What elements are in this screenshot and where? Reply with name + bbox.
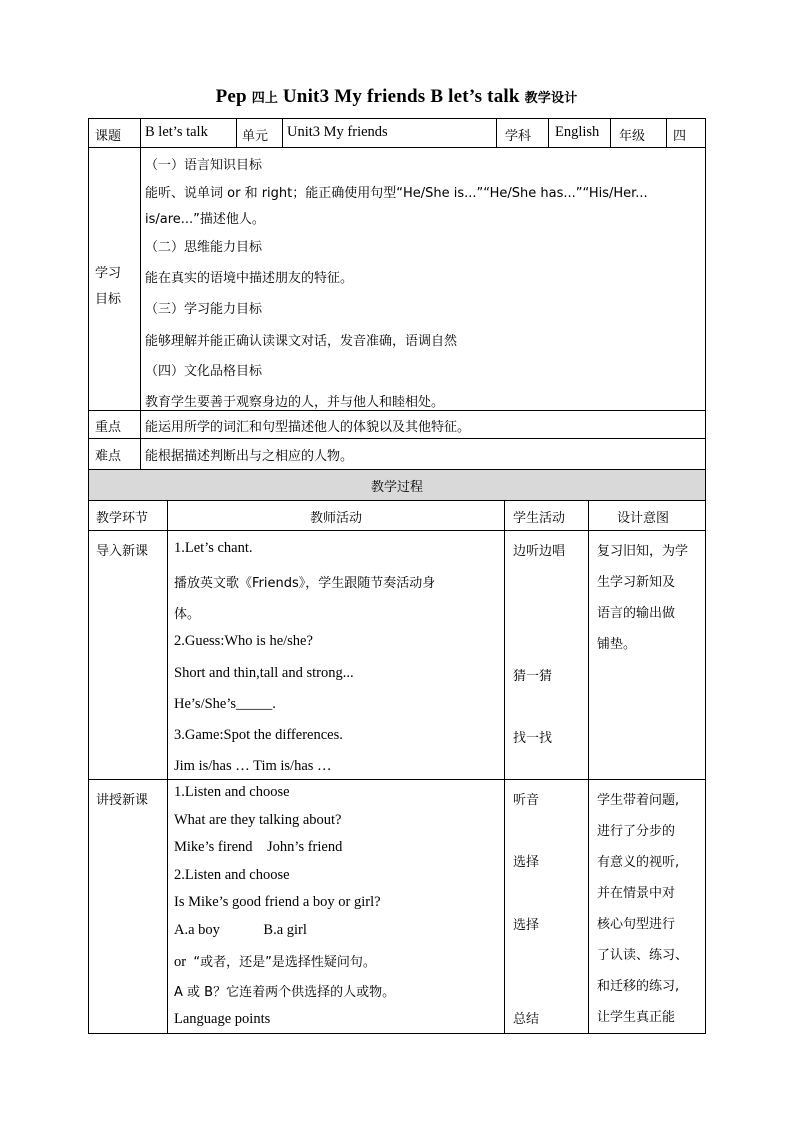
goal-heading-culture: （四）文化品格目标 bbox=[145, 364, 263, 379]
goals-label-line1: 学习 bbox=[95, 266, 122, 281]
teach-step-2: 2.Listen and choose bbox=[174, 867, 290, 883]
stage-intro-name: 导入新课 bbox=[96, 544, 149, 559]
topic-label: 课题 bbox=[95, 129, 122, 144]
learning-goals-row bbox=[88, 148, 706, 411]
intro-step-1: 1.Let’s chant. bbox=[174, 540, 253, 556]
goal-text-learning: 能够理解并能正确认读课文对话，发音准确，语调自然 bbox=[145, 334, 458, 349]
teach-step-1-question: What are they talking about? bbox=[174, 812, 342, 828]
intro-step-3: 3.Game:Spot the differences. bbox=[174, 727, 343, 743]
intro-step-3-pattern: Jim is/has … Tim is/has … bbox=[174, 758, 332, 774]
col-teacher: 教师活动 bbox=[309, 511, 362, 526]
intro-step-2-pattern: He’s/She’s_____. bbox=[174, 696, 276, 712]
intro-student-1: 边听边唱 bbox=[513, 544, 566, 559]
process-header: 教学过程 bbox=[370, 480, 423, 495]
intro-intent-4: 铺垫。 bbox=[597, 637, 637, 652]
intro-step-2-words: Short and thin,tall and strong... bbox=[174, 665, 354, 681]
col-intent: 设计意图 bbox=[617, 511, 670, 526]
teach-note-choice: A 或 B？它连着两个供选择的人或物。 bbox=[174, 985, 396, 1000]
unit-label: 单元 bbox=[242, 129, 269, 144]
intro-intent-1: 复习旧知，为学 bbox=[597, 544, 689, 559]
teach-student-4: 总结 bbox=[513, 1012, 540, 1027]
teach-intent-2: 进行了分步的 bbox=[597, 824, 676, 839]
difficult-point-row bbox=[88, 439, 706, 470]
teach-intent-8: 让学生真正能 bbox=[597, 1010, 676, 1025]
teach-intent-3: 有意义的视听, bbox=[597, 855, 680, 870]
teach-student-1: 听音 bbox=[513, 793, 540, 808]
difficult-point-label: 难点 bbox=[95, 449, 122, 464]
intro-student-3: 找一找 bbox=[513, 731, 553, 746]
teach-student-2: 选择 bbox=[513, 855, 540, 870]
goal-heading-learning: （三）学习能力目标 bbox=[145, 302, 263, 317]
goal-text-language-1: 能听、说单词 or 和 right；能正确使用句型“He/She is...”“He/She has...”“His/Her... bbox=[145, 186, 648, 201]
stage-intro-row bbox=[88, 531, 706, 780]
grade-value: 四 bbox=[673, 129, 687, 144]
teach-step-1-options: Mike’s firend John’s friend bbox=[174, 839, 343, 855]
subject-label: 学科 bbox=[505, 129, 532, 144]
goals-label-line2: 目标 bbox=[95, 292, 122, 307]
goal-heading-language: （一）语言知识目标 bbox=[145, 158, 263, 173]
teach-intent-5: 核心句型进行 bbox=[597, 917, 676, 932]
intro-step-2: 2.Guess:Who is he/she? bbox=[174, 633, 313, 649]
grade-label: 年级 bbox=[619, 129, 646, 144]
intro-student-2: 猜一猜 bbox=[513, 669, 553, 684]
topic-value: B let’s talk bbox=[145, 124, 208, 140]
stage-teaching-name: 讲授新课 bbox=[96, 793, 149, 808]
stage-teaching-row bbox=[88, 780, 706, 1034]
intro-intent-3: 语言的输出做 bbox=[597, 606, 676, 621]
lesson-plan-table bbox=[88, 118, 706, 1034]
teach-intent-1: 学生带着问题, bbox=[597, 793, 680, 808]
col-student: 学生活动 bbox=[513, 511, 566, 526]
teach-step-1: 1.Listen and choose bbox=[174, 784, 290, 800]
key-point-label: 重点 bbox=[95, 420, 122, 435]
intro-step-1-desc-2: 体。 bbox=[174, 607, 201, 622]
goal-text-culture: 教育学生要善于观察身边的人，并与他人和睦相处。 bbox=[145, 395, 445, 410]
difficult-point-text: 能根据描述判断出与之相应的人物。 bbox=[145, 449, 354, 464]
teach-language-points: Language points bbox=[174, 1011, 271, 1027]
subject-value: English bbox=[555, 124, 600, 140]
teach-intent-7: 和迁移的练习, bbox=[597, 979, 680, 994]
teach-step-2-question: Is Mike’s good friend a boy or girl? bbox=[174, 894, 381, 910]
process-header-row bbox=[88, 470, 706, 501]
teach-intent-6: 了认读、练习、 bbox=[597, 948, 689, 963]
teach-step-2-options: A.a boy B.a girl bbox=[174, 922, 307, 938]
intro-step-1-desc-1: 播放英文歌《Friends》，学生跟随节奏活动身 bbox=[174, 576, 436, 591]
intro-intent-2: 生学习新知及 bbox=[597, 575, 676, 590]
teach-intent-4: 并在情景中对 bbox=[597, 886, 676, 901]
key-point-row bbox=[88, 411, 706, 439]
goal-heading-thinking: （二）思维能力目标 bbox=[145, 240, 263, 255]
col-stage: 教学环节 bbox=[96, 511, 149, 526]
goal-text-thinking: 能在真实的语境中描述朋友的特征。 bbox=[145, 271, 354, 286]
info-row bbox=[88, 118, 706, 148]
teach-note-or: or “或者，还是”是选择性疑问句。 bbox=[174, 954, 376, 970]
column-header-row bbox=[88, 501, 706, 531]
key-point-text: 能运用所学的词汇和句型描述他人的体貌以及其他特征。 bbox=[145, 420, 471, 435]
page-title: Pep 四上 Unit3 My friends B let’s talk 教学设计 bbox=[215, 86, 578, 107]
teach-student-3: 选择 bbox=[513, 918, 540, 933]
unit-value: Unit3 My friends bbox=[287, 124, 388, 140]
goal-text-language-2: is/are...”描述他人。 bbox=[145, 212, 265, 227]
